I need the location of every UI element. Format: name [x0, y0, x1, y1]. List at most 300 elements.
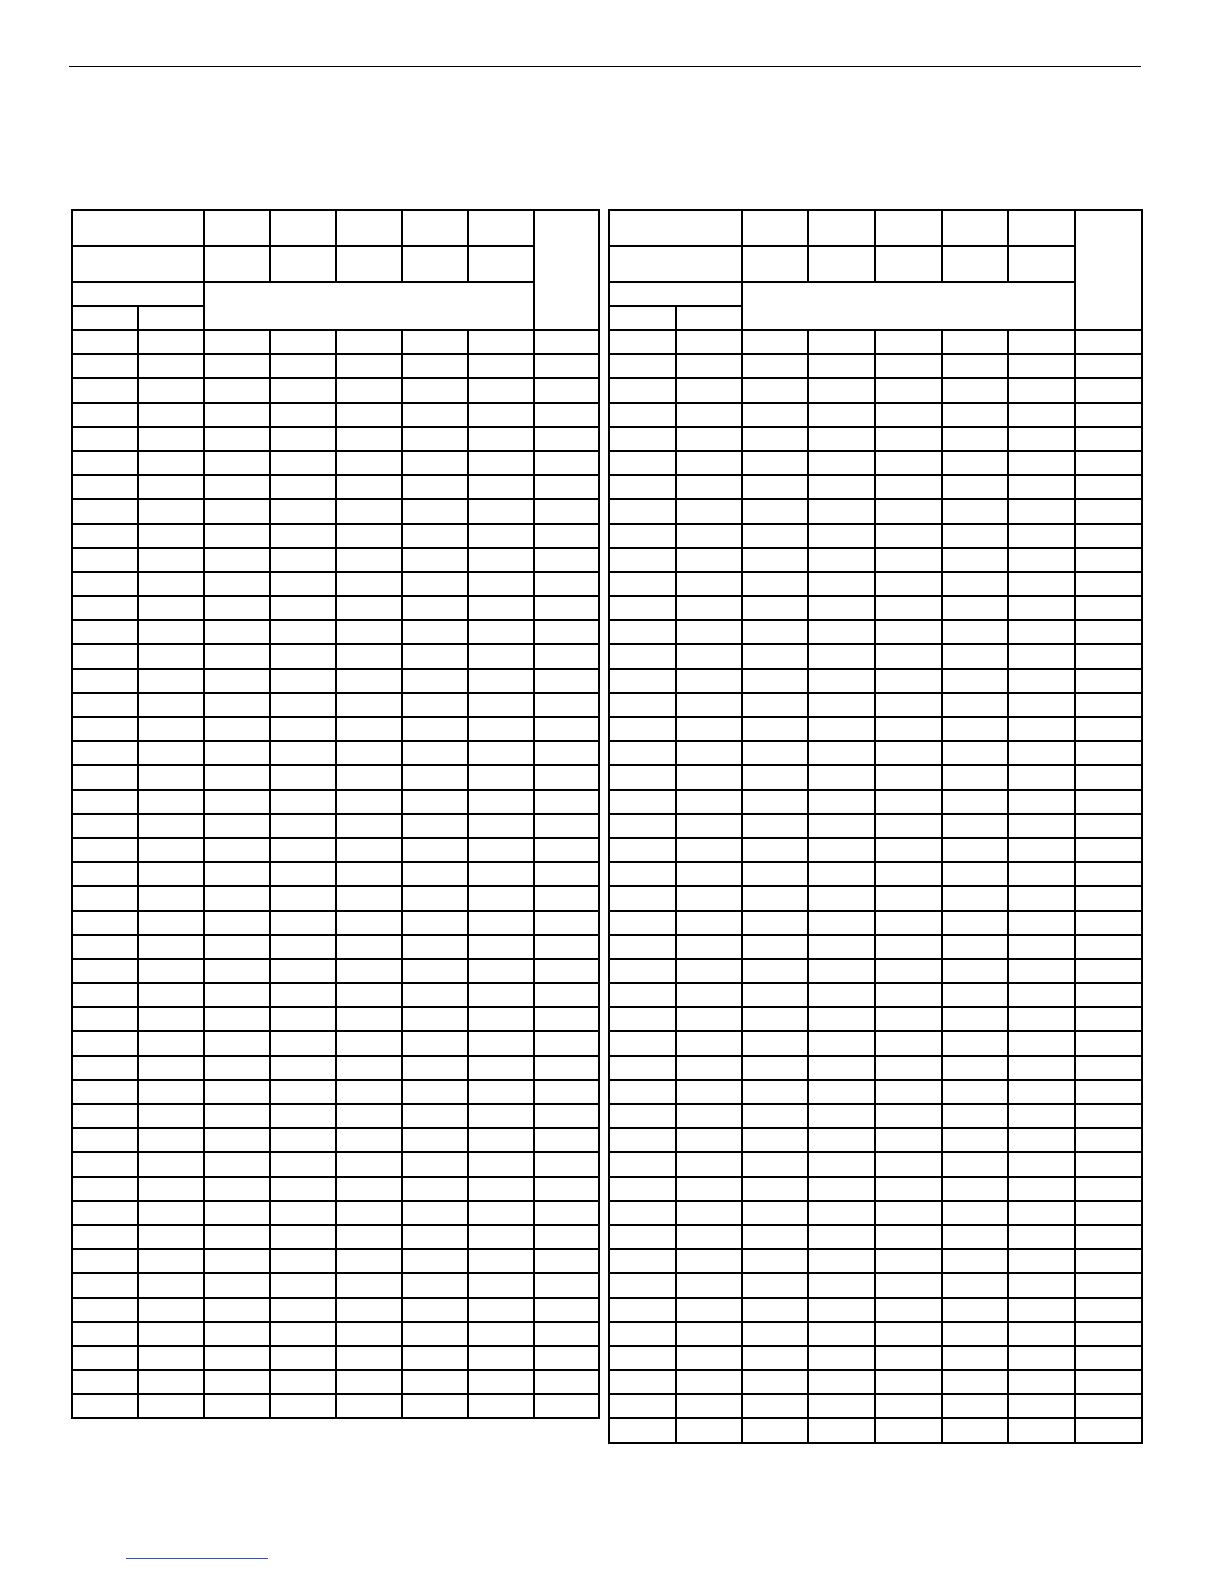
table-cell: [808, 1056, 875, 1080]
table-cell: [72, 1370, 138, 1394]
table-cell: [609, 1370, 676, 1394]
table-cell: [1008, 1322, 1075, 1346]
table-cell: [742, 1298, 808, 1322]
table-cell: [72, 1273, 138, 1297]
table-cell: [1075, 983, 1142, 1007]
table-cell: [942, 1370, 1008, 1394]
table-cell: [534, 886, 599, 910]
table-cell: [609, 1031, 676, 1055]
table-cell: [1008, 1128, 1075, 1152]
table-cell: [270, 1177, 336, 1201]
table-cell: [742, 886, 808, 910]
header-cell: [336, 246, 402, 282]
table-cell: [1075, 1298, 1142, 1322]
table-cell: [534, 596, 599, 620]
table-cell: [942, 524, 1008, 548]
header-cell: [942, 246, 1008, 282]
table-cell: [72, 644, 138, 668]
table-cell: [204, 620, 270, 644]
table-cell: [742, 499, 808, 523]
header-cell: [468, 246, 534, 282]
table-cell: [1075, 378, 1142, 402]
table-cell: [138, 427, 204, 451]
table-cell: [742, 1322, 808, 1346]
table-cell: [676, 548, 742, 572]
table-cell: [676, 1080, 742, 1104]
table-cell: [808, 1152, 875, 1176]
table-cell: [138, 1128, 204, 1152]
table-cell: [808, 330, 875, 354]
header-cell: [402, 210, 468, 246]
table-cell: [609, 548, 676, 572]
table-cell: [72, 911, 138, 935]
table-cell: [676, 1394, 742, 1418]
table-cell: [72, 354, 138, 378]
table-cell: [336, 1346, 402, 1370]
table-cell: [402, 572, 468, 596]
table-cell: [204, 1056, 270, 1080]
table-cell: [676, 1298, 742, 1322]
table-cell: [138, 1201, 204, 1225]
table-cell: [875, 1007, 942, 1031]
table-cell: [336, 427, 402, 451]
table-row: [72, 1201, 599, 1225]
table-row: [72, 790, 599, 814]
table-cell: [676, 790, 742, 814]
table-cell: [534, 765, 599, 789]
table-cell: [1008, 814, 1075, 838]
table-cell: [138, 330, 204, 354]
table-cell: [942, 378, 1008, 402]
table-cell: [808, 354, 875, 378]
header-cell: [468, 210, 534, 246]
table-cell: [468, 378, 534, 402]
table-row: [609, 1152, 1142, 1176]
table-cell: [609, 1080, 676, 1104]
table-cell: [1075, 1128, 1142, 1152]
table-cell: [609, 741, 676, 765]
table-cell: [138, 1346, 204, 1370]
table-cell: [336, 1201, 402, 1225]
table-cell: [609, 1056, 676, 1080]
table-cell: [402, 1201, 468, 1225]
header-label-cell: [609, 210, 742, 246]
table-cell: [204, 1273, 270, 1297]
header-label-cell: [72, 210, 204, 246]
table-cell: [609, 935, 676, 959]
table-cell: [875, 1152, 942, 1176]
table-cell: [270, 354, 336, 378]
table-cell: [270, 1080, 336, 1104]
table-cell: [534, 403, 599, 427]
table-row: [72, 862, 599, 886]
table-cell: [138, 1298, 204, 1322]
table-cell: [742, 911, 808, 935]
table-cell: [72, 862, 138, 886]
table-cell: [875, 886, 942, 910]
table-cell: [676, 1177, 742, 1201]
table-cell: [402, 475, 468, 499]
table-cell: [204, 765, 270, 789]
table-cell: [742, 548, 808, 572]
table-cell: [676, 935, 742, 959]
table-cell: [534, 1056, 599, 1080]
table-cell: [72, 524, 138, 548]
table-cell: [204, 378, 270, 402]
table-cell: [138, 499, 204, 523]
table-cell: [138, 1007, 204, 1031]
table-cell: [534, 790, 599, 814]
table-cell: [336, 548, 402, 572]
table-cell: [336, 620, 402, 644]
table-cell: [808, 1031, 875, 1055]
table-cell: [742, 1249, 808, 1273]
header-cell: [808, 210, 875, 246]
table-cell: [468, 1177, 534, 1201]
table-cell: [138, 765, 204, 789]
table-cell: [468, 548, 534, 572]
table-cell: [1075, 1080, 1142, 1104]
table-cell: [676, 403, 742, 427]
table-cell: [1008, 1298, 1075, 1322]
table-cell: [204, 669, 270, 693]
table-cell: [1075, 1152, 1142, 1176]
table-cell: [742, 693, 808, 717]
table-cell: [402, 644, 468, 668]
table-cell: [138, 1056, 204, 1080]
table-cell: [270, 1322, 336, 1346]
table-cell: [138, 548, 204, 572]
table-cell: [808, 790, 875, 814]
table-cell: [270, 330, 336, 354]
table-cell: [138, 1080, 204, 1104]
table-row: [72, 524, 599, 548]
table-cell: [1008, 669, 1075, 693]
table-cell: [742, 620, 808, 644]
table-cell: [72, 1394, 138, 1418]
table-cell: [72, 427, 138, 451]
table-cell: [1075, 620, 1142, 644]
table-cell: [609, 1177, 676, 1201]
table-cell: [402, 1007, 468, 1031]
table-cell: [742, 838, 808, 862]
table-cell: [468, 1080, 534, 1104]
table-cell: [138, 959, 204, 983]
table-cell: [270, 911, 336, 935]
table-cell: [1075, 1273, 1142, 1297]
table-cell: [609, 499, 676, 523]
table-row: [72, 1273, 599, 1297]
table-row: [609, 959, 1142, 983]
table-row: [609, 1225, 1142, 1249]
table-cell: [468, 1152, 534, 1176]
table-cell: [1075, 548, 1142, 572]
header-row: [609, 282, 1142, 306]
table-cell: [1075, 1104, 1142, 1128]
table-cell: [534, 524, 599, 548]
table-cell: [336, 1322, 402, 1346]
table-cell: [72, 669, 138, 693]
table-cell: [676, 1201, 742, 1225]
table-cell: [808, 1346, 875, 1370]
table-cell: [204, 572, 270, 596]
table-cell: [72, 1298, 138, 1322]
table-cell: [204, 741, 270, 765]
table-cell: [942, 1322, 1008, 1346]
table-cell: [742, 1273, 808, 1297]
table-cell: [1075, 1394, 1142, 1418]
header-label-cell: [609, 282, 742, 306]
table-cell: [942, 669, 1008, 693]
table-cell: [676, 911, 742, 935]
table-cell: [875, 1322, 942, 1346]
table-cell: [1008, 911, 1075, 935]
table-cell: [468, 1249, 534, 1273]
table-cell: [942, 427, 1008, 451]
table-cell: [808, 1104, 875, 1128]
table-cell: [270, 427, 336, 451]
table-cell: [676, 378, 742, 402]
table-cell: [72, 330, 138, 354]
table-cell: [742, 765, 808, 789]
header-label-cell: [72, 282, 204, 306]
table-cell: [808, 427, 875, 451]
table-row: [609, 524, 1142, 548]
table-cell: [1008, 838, 1075, 862]
table-cell: [402, 1225, 468, 1249]
table-cell: [72, 765, 138, 789]
table-cell: [204, 959, 270, 983]
table-cell: [1008, 983, 1075, 1007]
table-cell: [676, 983, 742, 1007]
table-cell: [1075, 475, 1142, 499]
table-cell: [1008, 1370, 1075, 1394]
table-row: [72, 499, 599, 523]
table-cell: [270, 669, 336, 693]
table-cell: [1008, 1273, 1075, 1297]
table-cell: [270, 814, 336, 838]
table-cell: [534, 572, 599, 596]
table-cell: [72, 1056, 138, 1080]
table-cell: [204, 1152, 270, 1176]
table-cell: [742, 572, 808, 596]
table-cell: [534, 1322, 599, 1346]
table-cell: [676, 838, 742, 862]
table-cell: [204, 1080, 270, 1104]
table-cell: [942, 330, 1008, 354]
table-cell: [72, 1322, 138, 1346]
table-cell: [1008, 886, 1075, 910]
table-cell: [875, 451, 942, 475]
table-cell: [138, 572, 204, 596]
table-cell: [468, 330, 534, 354]
table-cell: [402, 1152, 468, 1176]
table-cell: [1008, 862, 1075, 886]
table-cell: [676, 354, 742, 378]
table-row: [609, 644, 1142, 668]
table-cell: [875, 1346, 942, 1370]
table-cell: [270, 935, 336, 959]
table-cell: [609, 1152, 676, 1176]
table-cell: [138, 935, 204, 959]
table-row: [609, 669, 1142, 693]
table-cell: [808, 765, 875, 789]
table-cell: [609, 451, 676, 475]
table-cell: [534, 717, 599, 741]
table-cell: [609, 1201, 676, 1225]
table-cell: [270, 1370, 336, 1394]
table-cell: [875, 403, 942, 427]
table-cell: [942, 862, 1008, 886]
table-cell: [1075, 886, 1142, 910]
header-cell: [1008, 210, 1075, 246]
table-cell: [138, 693, 204, 717]
table-cell: [534, 1346, 599, 1370]
table-cell: [204, 1346, 270, 1370]
table-cell: [942, 814, 1008, 838]
table-cell: [942, 1249, 1008, 1273]
table-cell: [204, 1322, 270, 1346]
table-cell: [402, 693, 468, 717]
table-cell: [138, 1370, 204, 1394]
header-cell: [204, 210, 270, 246]
table-cell: [336, 983, 402, 1007]
table-cell: [204, 524, 270, 548]
table-cell: [875, 378, 942, 402]
table-cell: [942, 790, 1008, 814]
table-cell: [204, 1007, 270, 1031]
table-cell: [808, 596, 875, 620]
table-cell: [534, 354, 599, 378]
table-row: [609, 1056, 1142, 1080]
table-cell: [676, 1031, 742, 1055]
table-cell: [270, 499, 336, 523]
table-cell: [402, 886, 468, 910]
table-cell: [270, 572, 336, 596]
table-cell: [468, 1056, 534, 1080]
table-cell: [1008, 741, 1075, 765]
table-row: [72, 814, 599, 838]
table-cell: [609, 693, 676, 717]
table-row: [609, 693, 1142, 717]
table-cell: [742, 1128, 808, 1152]
table-row: [609, 790, 1142, 814]
header-cell: [204, 246, 270, 282]
table-cell: [875, 620, 942, 644]
table-cell: [204, 1201, 270, 1225]
table-cell: [336, 451, 402, 475]
table-cell: [336, 838, 402, 862]
table-cell: [1075, 1418, 1142, 1442]
table-cell: [468, 1225, 534, 1249]
table-cell: [676, 1370, 742, 1394]
table-cell: [72, 451, 138, 475]
table-cell: [270, 644, 336, 668]
table-cell: [942, 983, 1008, 1007]
table-cell: [336, 499, 402, 523]
table-cell: [270, 959, 336, 983]
table-cell: [1008, 693, 1075, 717]
table-row: [609, 886, 1142, 910]
table-cell: [270, 1128, 336, 1152]
header-total-cell: [534, 210, 599, 330]
table-cell: [534, 548, 599, 572]
table-cell: [468, 427, 534, 451]
table-cell: [1008, 403, 1075, 427]
table-cell: [808, 911, 875, 935]
table-cell: [336, 1394, 402, 1418]
table-cell: [402, 959, 468, 983]
header-cell: [742, 246, 808, 282]
table-cell: [875, 959, 942, 983]
table-cell: [204, 451, 270, 475]
table-cell: [1075, 1346, 1142, 1370]
table-cell: [1075, 330, 1142, 354]
table-cell: [72, 693, 138, 717]
header-cell: [270, 210, 336, 246]
table-cell: [270, 475, 336, 499]
table-cell: [534, 1298, 599, 1322]
table-cell: [270, 1273, 336, 1297]
table-cell: [1075, 572, 1142, 596]
table-cell: [204, 596, 270, 620]
table-cell: [336, 596, 402, 620]
table-cell: [336, 717, 402, 741]
table-cell: [138, 644, 204, 668]
table-cell: [875, 1225, 942, 1249]
table-cell: [468, 1322, 534, 1346]
table-cell: [942, 1225, 1008, 1249]
table-cell: [1008, 354, 1075, 378]
table-cell: [468, 451, 534, 475]
table-cell: [270, 403, 336, 427]
table-row: [72, 1225, 599, 1249]
table-cell: [270, 1152, 336, 1176]
table-cell: [742, 354, 808, 378]
table-cell: [1008, 475, 1075, 499]
table-cell: [336, 354, 402, 378]
table-cell: [875, 1080, 942, 1104]
table-cell: [942, 935, 1008, 959]
table-cell: [270, 983, 336, 1007]
table-row: [609, 596, 1142, 620]
table-cell: [72, 403, 138, 427]
table-cell: [942, 959, 1008, 983]
table-cell: [742, 330, 808, 354]
table-cell: [808, 669, 875, 693]
table-cell: [875, 693, 942, 717]
table-cell: [534, 427, 599, 451]
table-cell: [72, 572, 138, 596]
table-cell: [72, 983, 138, 1007]
table-cell: [609, 814, 676, 838]
table-cell: [1008, 499, 1075, 523]
table-cell: [534, 1201, 599, 1225]
table-cell: [676, 620, 742, 644]
table-cell: [742, 403, 808, 427]
table-cell: [609, 475, 676, 499]
table-cell: [808, 1298, 875, 1322]
table-cell: [609, 1418, 676, 1442]
table-cell: [534, 1007, 599, 1031]
table-cell: [204, 1370, 270, 1394]
table-cell: [468, 911, 534, 935]
table-cell: [468, 572, 534, 596]
table-cell: [204, 935, 270, 959]
table-cell: [875, 838, 942, 862]
table-cell: [808, 524, 875, 548]
table-cell: [1008, 1177, 1075, 1201]
